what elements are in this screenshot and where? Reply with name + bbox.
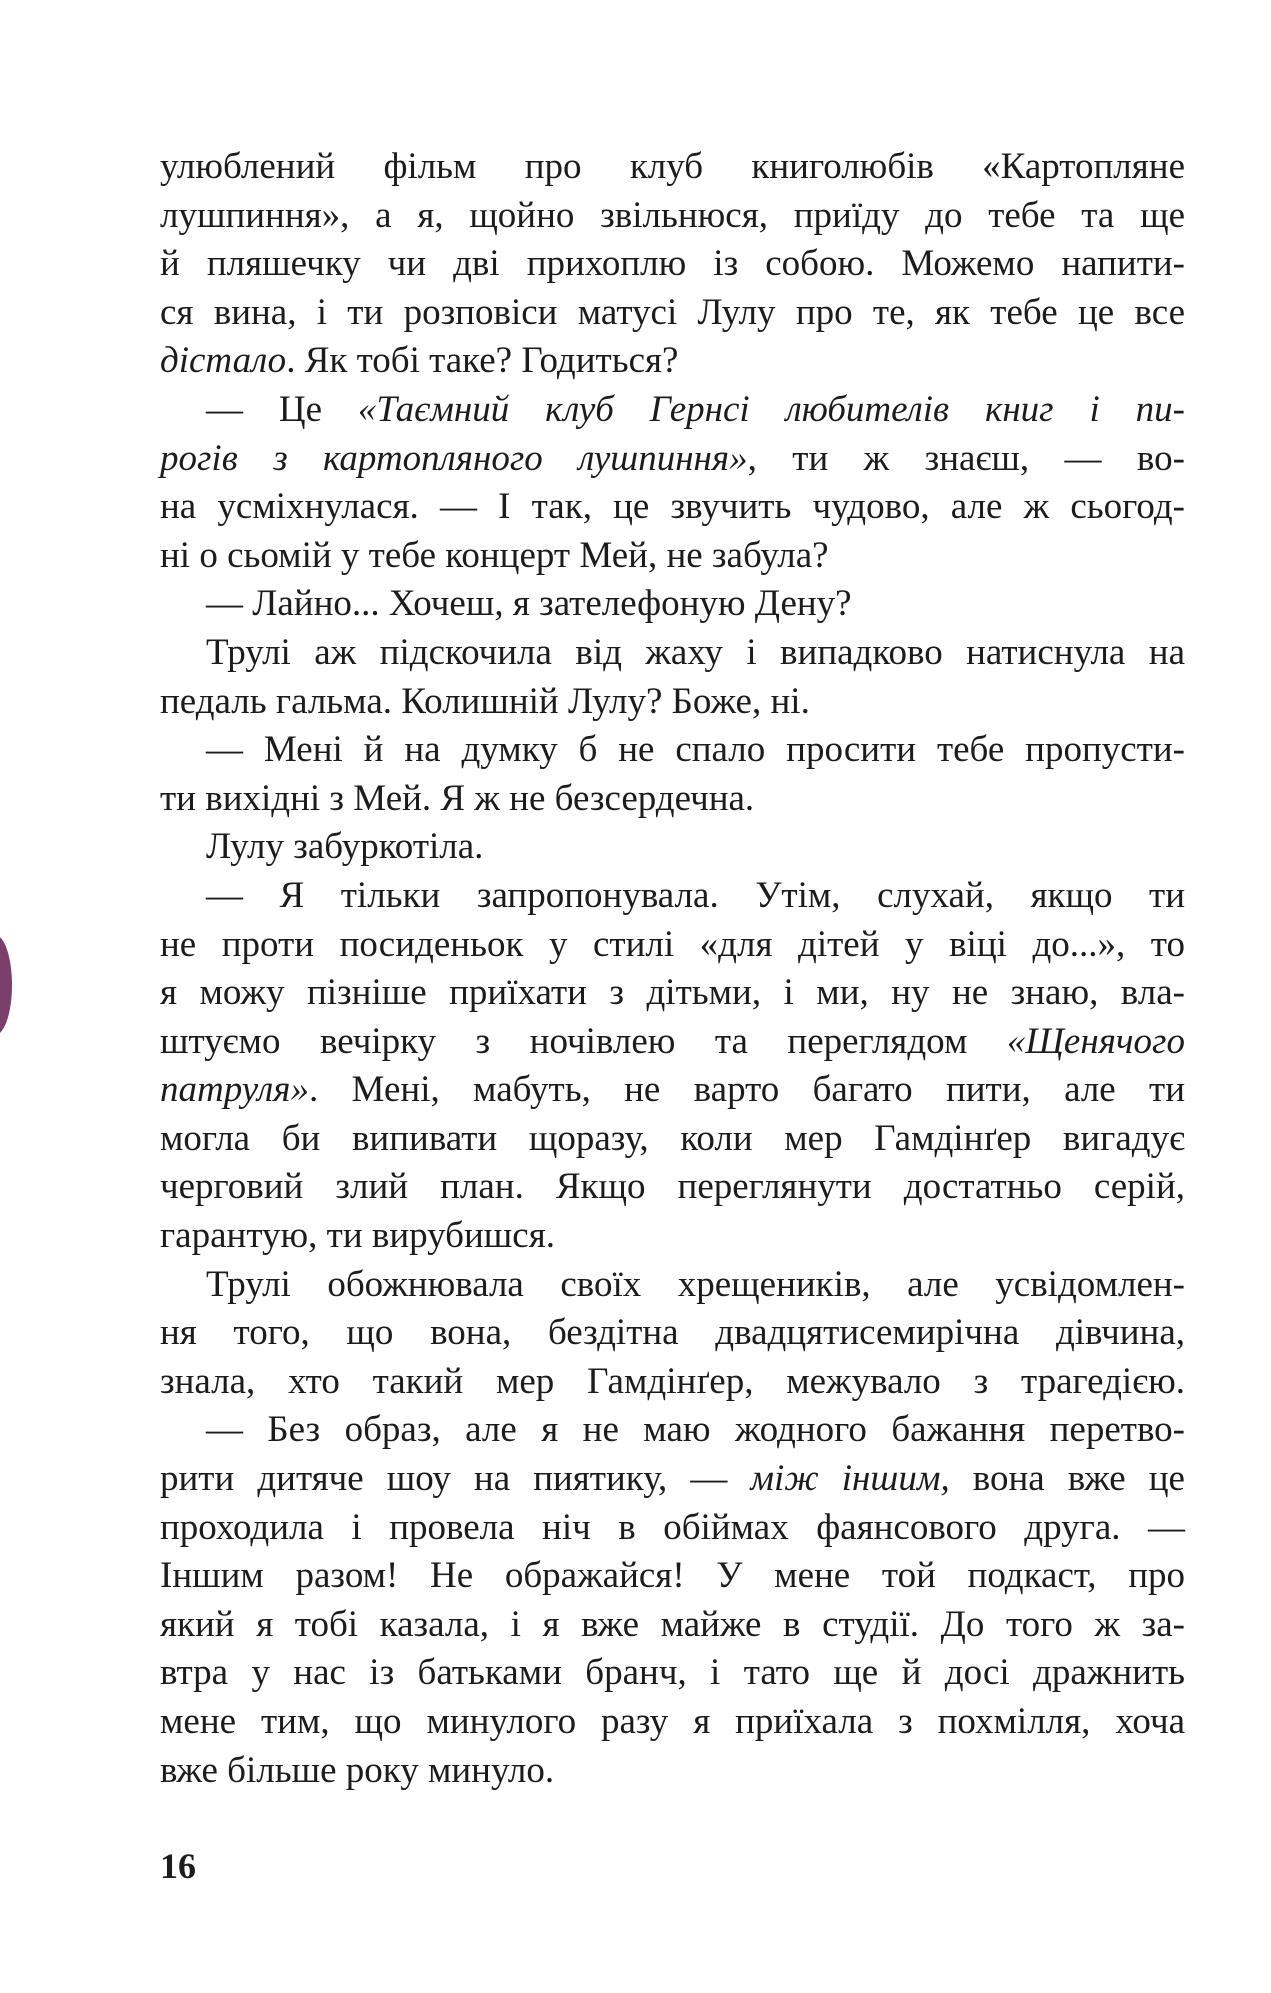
italic-text: рогів з картопляного лушпиння»	[160, 437, 748, 479]
text-line: — Мені й на думку б не спало просити тебе пропусти-	[206, 729, 1185, 771]
text-span: — Це	[206, 388, 358, 430]
italic-text: «Таємний клуб Гернсі любителів книг і пи-	[357, 388, 1185, 430]
text-span: рити дитяче шоу на пиятику, —	[160, 1458, 751, 1500]
text-line: Іншим разом! Не ображайся! У мене той подкаст, про	[160, 1555, 1185, 1597]
text-line: мене тим, що минулого разу я приїхала з похмілля, хоча	[160, 1701, 1185, 1742]
text-line: я можу пізніше приїхати з дітьми, і ми, ну не знаю, вла-	[160, 972, 1185, 1014]
text-line: ні о сьомій у тебе концерт Мей, не забула?	[160, 534, 829, 576]
text-line: ти вихідні з Мей. Я ж не безсердечна.	[160, 777, 755, 819]
text-line: — Я тільки запропонувала. Утім, слухай, якщо ти	[206, 874, 1185, 916]
italic-text: дістало	[160, 340, 287, 382]
text-line	[160, 435, 1185, 484]
text-line	[160, 1066, 1185, 1115]
text-line: — Лайно... Хочеш, я зателефоную Дену?	[206, 583, 852, 625]
text-line: лушпиння», а я, щойно звільнюся, приїду до тебе та ще	[160, 194, 1185, 236]
text-line	[160, 386, 1185, 435]
italic-text: патруля»	[160, 1069, 309, 1111]
text-line: черговий злий план. Якщо переглянути достатньо серій,	[160, 1166, 1185, 1208]
text-line: Трулі обожнювала своїх хрещеників, але усвідомлен-	[206, 1263, 1185, 1305]
text-line: на усміхнулася. — І так, це звучить чудово, але ж сьогод-	[160, 486, 1185, 528]
text-line: Лулу забуркотіла.	[206, 826, 484, 868]
text-line: проходила і провела ніч в обіймах фаянсового друга. —	[160, 1506, 1185, 1548]
text-line: могла би випивати щоразу, коли мер Гамдінґер вигадує	[160, 1117, 1185, 1159]
text-line	[160, 337, 1185, 386]
text-line: втра у нас із батьками бранч, і тато ще й досі дражнить	[160, 1652, 1185, 1694]
text-line: вже більше року минуло.	[160, 1749, 555, 1791]
text-line: — Без образ, але я не маю жодного бажання перетво-	[206, 1409, 1185, 1451]
text-line: педаль гальма. Колишній Лулу? Боже, ні.	[160, 680, 810, 722]
page-number: 16	[160, 1846, 196, 1886]
page-body-text	[160, 143, 1185, 1795]
text-span: , ти ж знаєш, — во-	[747, 437, 1185, 479]
text-span: . Як тобі таке? Годиться?	[286, 340, 679, 382]
text-span: . Мені, мабуть, не варто багато пити, але ти	[309, 1069, 1185, 1111]
text-line: гарантую, ти вирубишся.	[160, 1215, 555, 1257]
text-line: ся вина, і ти розповіси матусі Лулу про те, як тебе це все	[160, 291, 1185, 333]
italic-text: між іншим,	[750, 1458, 950, 1500]
italic-text: «Щенячого	[1006, 1020, 1185, 1062]
text-span: вона вже це	[949, 1458, 1185, 1500]
text-line	[160, 1018, 1185, 1067]
text-line	[160, 1455, 1185, 1504]
text-line: знала, хто такий мер Гамдінґер, межувало з трагедією.	[160, 1360, 1185, 1402]
text-line: й пляшечку чи дві прихоплю із собою. Можемо напити-	[160, 243, 1185, 285]
text-line: ня того, що вона, бездітна двадцятисемирічна дівчина,	[160, 1312, 1185, 1354]
text-line: який я тобі казала, і я вже майже в студії. До того ж за-	[160, 1603, 1185, 1645]
page-edge-mark	[0, 935, 12, 1035]
text-line: не проти посиденьок у стилі «для дітей у віці до...», то	[160, 923, 1185, 965]
text-span: штуємо вечірку з ночівлею та переглядом	[160, 1020, 1007, 1062]
text-line: Трулі аж підскочила від жаху і випадково натиснула на	[206, 631, 1185, 673]
text-line: улюблений фільм про клуб книголюбів «Картопляне	[160, 146, 1185, 187]
